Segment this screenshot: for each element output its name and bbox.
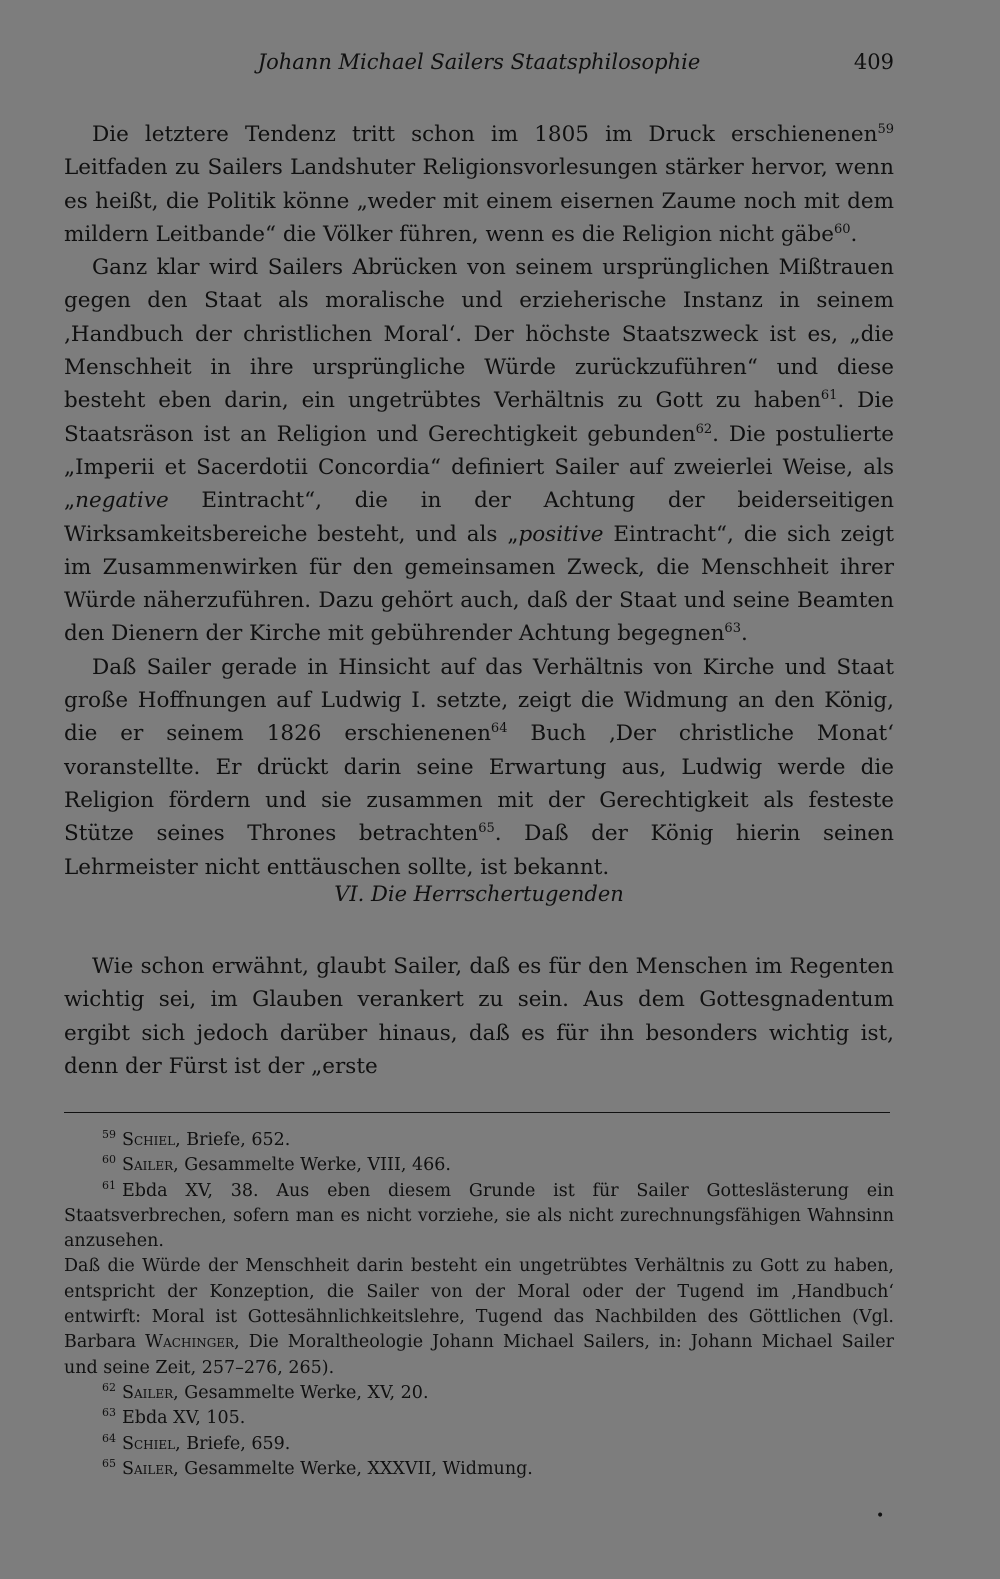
- footnote-ref: 64: [490, 721, 508, 737]
- main-text: [64, 118, 894, 884]
- italic-term: positive: [518, 521, 604, 547]
- footnote: 63 Ebda XV, 105.: [102, 1406, 246, 1429]
- paragraph: Die letztere Tendenz tritt schon im 1805 im Druck erschienenen$^{59}$ Leitfaden zu Sailers Landshuter Religionsvorlesungen stärker hervor, wenn es heißt, die Politik könne „weder mit einem eisernen Zaume noch mit dem mildern Leitbande“ die Völker führen, wenn es die Religion nicht gäbe$^{60}$.: [64, 121, 894, 247]
- footnote: 62 Sailer, Gesammelte Werke, XV, 20.: [102, 1381, 429, 1403]
- page-number: 409: [853, 50, 894, 74]
- footnotes: [64, 1128, 894, 1482]
- footnote-ref: 59: [877, 121, 894, 137]
- margin-mark: •: [876, 1508, 885, 1524]
- footnote: 61 Ebda XV, 38. Aus eben diesem Grunde ist für Sailer Gotteslästerung ein Staatsverbrechen, sofern man es nicht vorziehe, sie als nicht zurechnungsfähigen Wahnsinn anzusehen.: [64, 1178, 894, 1252]
- footnote: 65 Sailer, Gesammelte Werke, XXXVII, Widmung.: [102, 1457, 533, 1479]
- running-title: Johann Michael Sailers Staatsphilosophie: [257, 50, 701, 74]
- footnote: 64 Schiel, Briefe, 659.: [102, 1431, 291, 1454]
- footnote-rule: [64, 1112, 890, 1113]
- paragraph: Ganz klar wird Sailers Abrücken von seinem ursprünglichen Mißtrauen gegen den Staat als moralische und erzieherische Instanz in seinem ‚Handbuch der christlichen Moral‘. Der höchste Staatszweck ist es, „die Menschheit in ihre ursprüngliche Würde zurückzuführen“ und diese besteht eben darin, ein ungetrübtes Verhältnis zu Gott zu haben$^{61}$. Die Staatsräson ist an Religion und Gerechtigkeit gebunden$^{62}$. Die postulierte „Imperii et Sacerdotii Concordia“ definiert Sailer auf zweierlei Weise, als „negative Eintracht“, die in der Achtung der beiderseitigen Wirksamkeitsbereiche besteht, und als „positive Eintracht“, die sich zeigt im Zusammenwirken für den gemeinsamen Zweck, die Menschheit ihrer Würde näherzuführen. Dazu gehört auch, daß der Staat und seine Beamten den Dienern der Kirche mit gebührender Achtung begegnen$^{63}$.: [64, 255, 895, 647]
- footnote-ref: 62: [695, 421, 713, 437]
- section-text: [64, 950, 894, 1083]
- paragraph: Wie schon erwähnt, glaubt Sailer, daß es für den Menschen im Regenten wichtig sei, im Glauben verankert zu sein. Aus dem Gottesgnadentum ergibt sich jedoch darüber hinaus, daß es für ihn besonders wichtig ist, denn der Fürst ist der „erste: [64, 954, 894, 1079]
- footnote: 60 Sailer, Gesammelte Werke, VIII, 466.: [102, 1153, 451, 1176]
- section-heading: VI. Die Herrschertugenden: [334, 882, 624, 906]
- running-header: [64, 50, 894, 84]
- footnote-ref: 65: [478, 821, 495, 837]
- italic-term: negative: [75, 488, 169, 514]
- footnote-ref: 63: [724, 621, 741, 637]
- footnote-continuation: Daß die Würde der Menschheit darin besteht ein ungetrübtes Verhältnis zu Gott zu haben, entspricht der Konzeption, die Sailer von der Moral oder der Tugend im ‚Handbuch‘ entwirft: Moral ist Gottesähnlichkeitslehre, Tugend das Nachbilden des Göttlichen (Vgl. Barbara Wachinger, Die Moraltheologie Johann Michael Sailers, in: Johann Michael Sailer und seine Zeit, 257–276, 265).: [64, 1256, 894, 1378]
- footnote-ref: 61: [820, 388, 838, 404]
- paragraph: Daß Sailer gerade in Hinsicht auf das Verhältnis von Kirche und Staat große Hoffnungen auf Ludwig I. setzte, zeigt die Widmung an den König, die er seinem 1826 erschienenen$^{64}$ Buch ‚Der christliche Monat‘ voranstellte. Er drückt darin seine Erwartung aus, Ludwig werde die Religion fördern und sie zusammen mit der Gerechtigkeit als festeste Stütze seines Thrones betrachten$^{65}$. Daß der König hierin seinen Lehrmeister nicht enttäuschen sollte, ist bekannt.: [64, 654, 894, 880]
- footnote: 59 Schiel, Briefe, 652.: [102, 1128, 291, 1150]
- footnote-ref: 60: [833, 221, 851, 237]
